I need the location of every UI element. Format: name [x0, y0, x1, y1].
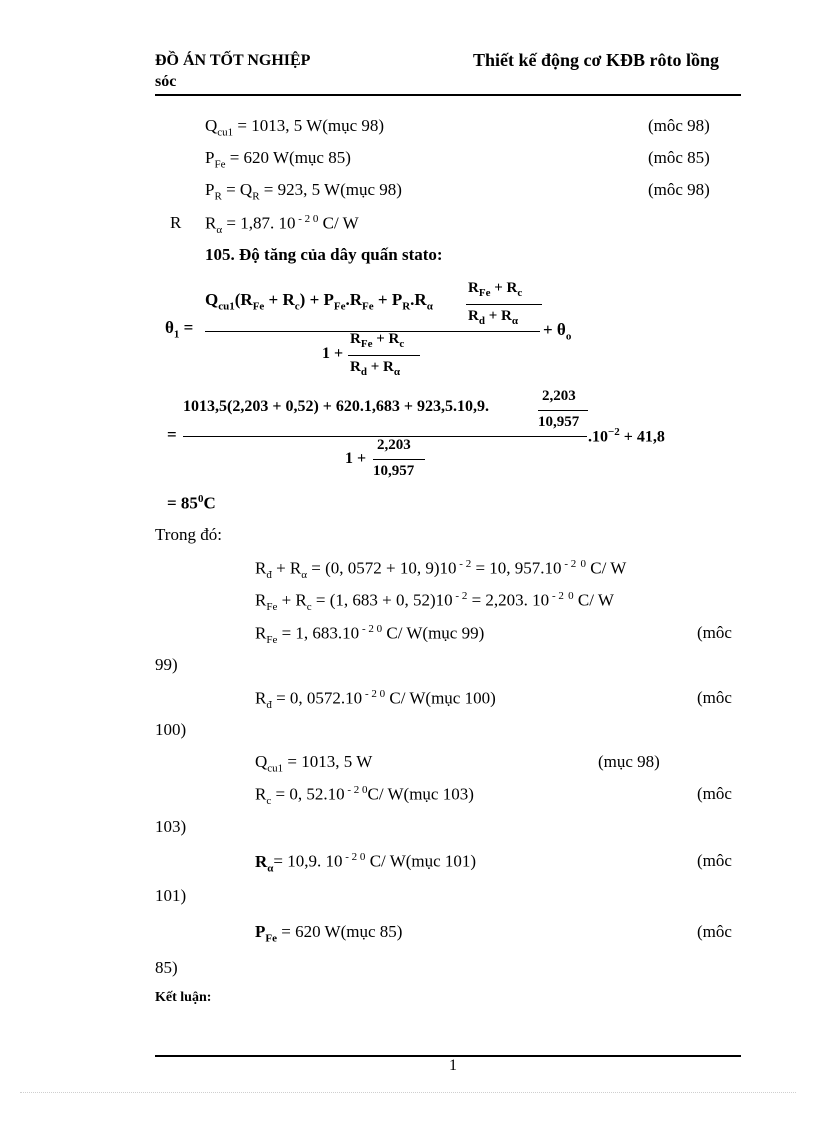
section-title: 105. Độ tăng của dây quấn stato: [205, 245, 443, 264]
where-line-4: $R_đ = 0$, 0572.10 $^{- 2 0}$ C/ W(mục 100) [255, 688, 496, 712]
formula1-den-num: $R_{Fe} + R_c$ [350, 331, 405, 350]
where-line-5: $Q_{cu1} = 1013$, 5 W [255, 752, 373, 775]
formula2-eq: = [167, 425, 177, 444]
pr-ref: (môc 98) [648, 180, 710, 199]
formula1-small-num: $R_{Fe} + R_c$ [468, 280, 523, 299]
formula2-tail: $.10^{-2} + 41,8$ [588, 426, 665, 446]
page-break-divider [20, 1092, 796, 1093]
qcu1-ref: (môc 98) [648, 116, 710, 135]
header-rule [155, 94, 741, 96]
where-line-8-wrap: 85) [155, 958, 178, 977]
where-line-4-ref: (môc [697, 688, 732, 707]
header-right: Thiết kế động cơ KĐB rôto lồng [473, 50, 719, 70]
formula1-numerator: $Q_{cu1}(R_{Fe} + R_c) + P_{Fe}.R_{Fe} + P_R.R_\alpha$ [205, 290, 433, 313]
conclusion-heading: Kết luận: [155, 990, 212, 1005]
where-line-8-ref: (môc [697, 922, 732, 941]
where-line-8: $P_{Fe} = 620$ W(mục 85) [255, 922, 403, 945]
formula2-den-num: 2,203 [377, 437, 411, 453]
where-line-2: $R_{Fe} + R_c = (1$, 683 + 0, 52)10 $^{- 2}$ = 2,203. 10 $^{- 2}$ $^0$ C/ W [255, 590, 614, 614]
formula1-theta0: + $\theta_o$ [543, 320, 572, 343]
where-line-7-ref: (môc [697, 851, 732, 870]
formula2-den-bar [373, 459, 425, 460]
page-number: 1 [449, 1057, 457, 1074]
ralpha-line: $R_\alpha = 1,87$. 10 $^{- 2 0}$ C/ W [205, 213, 359, 237]
r-prefix: R [170, 213, 182, 232]
formula1-den-one: 1 + [322, 345, 344, 362]
formula2-small-den: 10,957 [538, 414, 580, 430]
formula2-numerator: 1013,5(2,203 + 0,52) + 620.1,683 + 923,5.10,9. [183, 398, 490, 415]
where-line-3: $R_{Fe} = 1$, 683.10 $^{- 2 0}$ C/ W(mục 99) [255, 623, 485, 647]
where-line-6: $R_c = 0$, 52.10 $^{- 2 0}$C/ W(mục 103) [255, 784, 474, 808]
formula1-den-fraction-bar [348, 355, 420, 356]
pfe-line: $P_{Fe} = 620$ W(mục 85) [205, 148, 351, 171]
formula1-lhs: $\theta_1$ = [165, 318, 194, 341]
where-line-3-ref: (môc [697, 623, 732, 642]
pfe-ref: (môc 85) [648, 148, 710, 167]
where-line-7: $R_\alpha= 10,9$. 10 $^{- 2 0}$ C/ W(mục 101) [255, 851, 477, 875]
where-line-1: $R_đ + R_\alpha = (0$, 0572 + 10, 9)10 $^{- 2}$ = 10, 957.10 $^{- 2}$ $^0$ C/ W [255, 558, 627, 582]
formula1-small-fraction-bar [466, 304, 542, 305]
where-line-6-ref: (môc [697, 784, 732, 803]
header-left-wrap: sóc [155, 73, 177, 90]
formula2-den-den: 10,957 [373, 463, 415, 479]
pr-line: $P_R = Q_R = 923$, 5 W(mục 98) [205, 180, 402, 203]
formula2-small-bar [538, 410, 588, 411]
where-line-3-wrap: 99) [155, 655, 178, 674]
qcu1-line: $Q_{cu1} = 1013$, 5 W(mục 98) [205, 116, 385, 139]
header-left: ĐỒ ÁN TỐT NGHIỆP [155, 52, 311, 69]
formula2-small-num: 2,203 [542, 388, 576, 404]
where-line-5-ref: (mục 98) [598, 752, 660, 771]
trong-do: Trong đó: [155, 525, 222, 544]
formula1-den-den: $R_d + R_\alpha$ [350, 359, 400, 378]
formula2-den-one: 1 + [345, 450, 367, 467]
where-line-4-wrap: 100) [155, 720, 187, 739]
result: = $85^0C$ [167, 493, 216, 513]
where-line-7-wrap: 101) [155, 886, 187, 905]
where-line-6-wrap: 103) [155, 817, 187, 836]
footer-rule [155, 1055, 741, 1057]
formula1-small-den: $R_d + R_\alpha$ [468, 308, 518, 327]
